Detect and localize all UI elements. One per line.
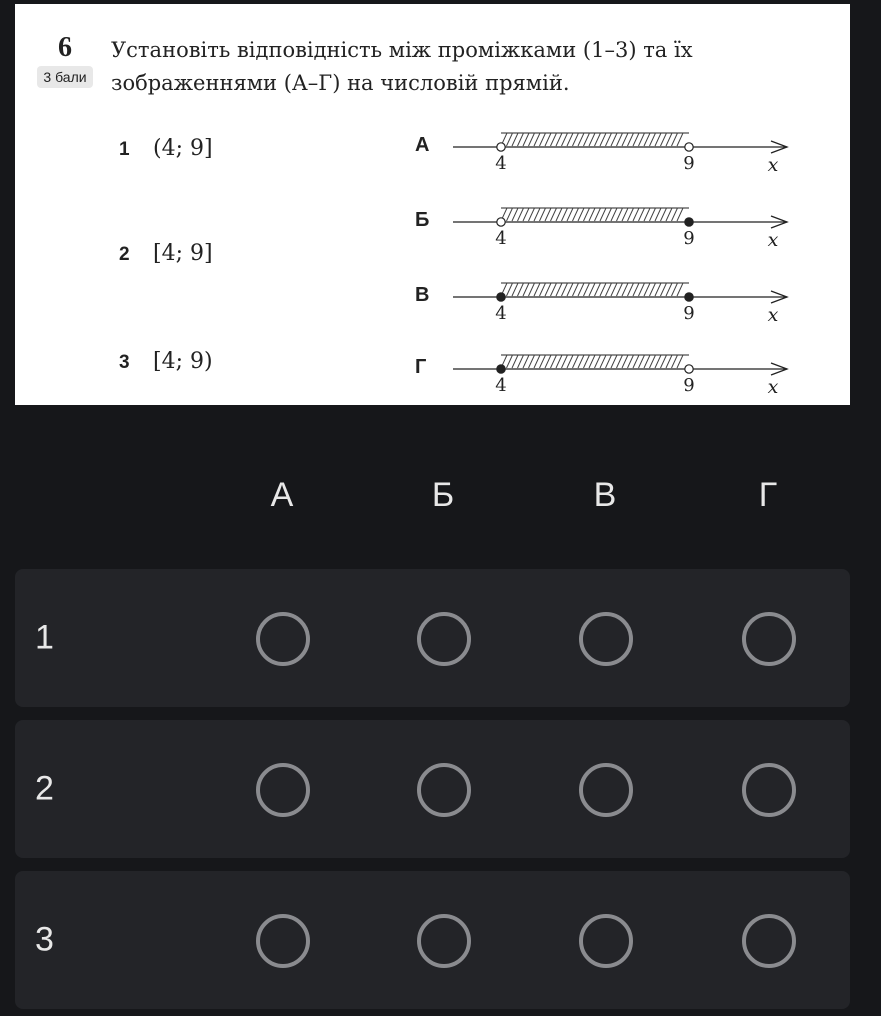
closed-endpoint: [497, 365, 505, 373]
hatch-stroke: [567, 355, 573, 368]
radio-2-b[interactable]: [417, 763, 471, 817]
hatch-stroke: [639, 133, 645, 146]
hatch-stroke: [661, 208, 667, 221]
hatch-stroke: [639, 283, 645, 296]
hatch-stroke: [617, 208, 623, 221]
hatch-stroke: [611, 283, 617, 296]
interval-item: [119, 241, 213, 266]
hatch-stroke: [567, 283, 573, 296]
answer-row-1: [15, 569, 850, 707]
hatch-stroke: [672, 208, 678, 221]
closed-endpoint: [497, 293, 505, 301]
hatch-stroke: [644, 208, 650, 221]
hatch-stroke: [617, 355, 623, 368]
hatch-stroke: [589, 355, 595, 368]
interval-item-value: [4; 9]: [153, 241, 213, 266]
hatch-stroke: [661, 133, 667, 146]
interval-item-value: (4; 9]: [153, 136, 213, 161]
hatch-stroke: [600, 133, 606, 146]
radio-3-g[interactable]: [742, 914, 796, 968]
hatch-stroke: [540, 355, 546, 368]
hatch-stroke: [567, 208, 573, 221]
option-letter: В: [415, 284, 430, 306]
hatch-stroke: [578, 355, 584, 368]
hatch-stroke: [644, 355, 650, 368]
hatch-stroke: [512, 208, 518, 221]
tick-label-right: 9: [683, 228, 695, 249]
hatch-stroke: [628, 283, 634, 296]
radio-2-v[interactable]: [579, 763, 633, 817]
hatch-stroke: [507, 133, 513, 146]
option-letter: А: [415, 134, 430, 156]
hatch-stroke: [661, 283, 667, 296]
open-endpoint: [497, 143, 505, 151]
interval-item: [119, 136, 213, 161]
axis-variable-label: x: [767, 154, 779, 176]
hatch-stroke: [611, 355, 617, 368]
hatch-stroke: [628, 133, 634, 146]
hatch-stroke: [534, 355, 540, 368]
interval-item: [119, 349, 213, 374]
hatch-stroke: [644, 283, 650, 296]
hatch-stroke: [529, 133, 535, 146]
hatch-stroke: [556, 283, 562, 296]
hatch-stroke: [573, 208, 579, 221]
hatch-stroke: [622, 283, 628, 296]
question-badge: [37, 32, 93, 88]
hatch-stroke: [672, 133, 678, 146]
hatch-stroke: [540, 208, 546, 221]
hatch-stroke: [578, 133, 584, 146]
interval-item-number: 3: [119, 352, 130, 373]
hatch-stroke: [529, 283, 535, 296]
column-header-b: Б: [431, 476, 455, 514]
row-label: 3: [35, 920, 54, 959]
hatch-stroke: [639, 208, 645, 221]
hatch-stroke: [672, 283, 678, 296]
hatch-stroke: [534, 208, 540, 221]
hatch-stroke: [518, 133, 524, 146]
radio-3-v[interactable]: [579, 914, 633, 968]
closed-endpoint: [685, 218, 693, 226]
hatch-stroke: [584, 283, 590, 296]
interval-item-number: 2: [119, 244, 130, 265]
radio-1-g[interactable]: [742, 612, 796, 666]
hatch-stroke: [518, 355, 524, 368]
hatch-stroke: [529, 208, 535, 221]
hatch-band: [501, 355, 689, 368]
column-header-g: Г: [758, 476, 778, 514]
answer-row-3: [15, 871, 850, 1009]
hatch-stroke: [639, 355, 645, 368]
hatch-stroke: [666, 208, 672, 221]
hatch-stroke: [567, 133, 573, 146]
closed-endpoint: [685, 293, 693, 301]
hatch-stroke: [573, 133, 579, 146]
interval-item-value: [4; 9): [153, 349, 213, 374]
hatch-stroke: [507, 355, 513, 368]
hatch-stroke: [595, 283, 601, 296]
hatch-stroke: [666, 283, 672, 296]
hatch-stroke: [512, 355, 518, 368]
hatch-stroke: [595, 208, 601, 221]
hatch-stroke: [606, 133, 612, 146]
radio-2-g[interactable]: [742, 763, 796, 817]
hatch-stroke: [655, 283, 661, 296]
hatch-stroke: [666, 133, 672, 146]
hatch-stroke: [556, 133, 562, 146]
hatch-stroke: [617, 283, 623, 296]
tick-label-right: 9: [683, 153, 695, 174]
hatch-stroke: [584, 208, 590, 221]
hatch-stroke: [540, 133, 546, 146]
radio-1-b[interactable]: [417, 612, 471, 666]
hatch-stroke: [661, 355, 667, 368]
hatch-stroke: [600, 355, 606, 368]
column-header-v: В: [593, 476, 617, 514]
hatch-stroke: [540, 283, 546, 296]
hatch-stroke: [507, 208, 513, 221]
radio-1-v[interactable]: [579, 612, 633, 666]
axis-variable-label: x: [767, 304, 779, 326]
hatch-stroke: [589, 133, 595, 146]
hatch-stroke: [556, 355, 562, 368]
hatch-stroke: [622, 208, 628, 221]
hatch-stroke: [617, 133, 623, 146]
hatch-stroke: [562, 208, 568, 221]
hatch-stroke: [589, 283, 595, 296]
radio-3-b[interactable]: [417, 914, 471, 968]
hatch-stroke: [666, 355, 672, 368]
hatch-stroke: [606, 283, 612, 296]
hatch-stroke: [650, 208, 656, 221]
hatch-stroke: [595, 133, 601, 146]
hatch-stroke: [650, 133, 656, 146]
hatch-stroke: [622, 133, 628, 146]
hatch-stroke: [529, 355, 535, 368]
number-line-g: [453, 347, 793, 398]
axis-variable-label: x: [767, 229, 779, 251]
hatch-band: [501, 208, 689, 221]
hatch-stroke: [518, 208, 524, 221]
hatch-stroke: [523, 133, 529, 146]
hatch-stroke: [650, 283, 656, 296]
hatch-stroke: [562, 133, 568, 146]
hatch-stroke: [562, 283, 568, 296]
interval-item-number: 1: [119, 139, 130, 160]
hatch-stroke: [672, 355, 678, 368]
tick-label-right: 9: [683, 303, 695, 324]
hatch-band: [501, 133, 689, 146]
tick-label-left: 4: [495, 228, 507, 249]
number-line-a: [453, 125, 793, 176]
option-letter: Г: [415, 356, 427, 378]
hatch-stroke: [551, 208, 557, 221]
hatch-stroke: [611, 133, 617, 146]
axis-variable-label: x: [767, 376, 779, 398]
radio-3-a[interactable]: [256, 914, 310, 968]
hatch-stroke: [655, 208, 661, 221]
hatch-stroke: [611, 208, 617, 221]
hatch-stroke: [655, 133, 661, 146]
hatch-stroke: [523, 355, 529, 368]
number-line-v: [453, 275, 793, 326]
hatch-stroke: [633, 208, 639, 221]
hatch-stroke: [534, 133, 540, 146]
hatch-stroke: [677, 355, 683, 368]
open-endpoint: [685, 365, 693, 373]
hatch-stroke: [551, 133, 557, 146]
hatch-stroke: [512, 133, 518, 146]
hatch-stroke: [655, 355, 661, 368]
radio-1-a[interactable]: [256, 612, 310, 666]
hatch-stroke: [644, 133, 650, 146]
hatch-stroke: [523, 208, 529, 221]
hatch-stroke: [573, 283, 579, 296]
hatch-stroke: [545, 283, 551, 296]
hatch-stroke: [628, 208, 634, 221]
hatch-stroke: [600, 283, 606, 296]
hatch-stroke: [518, 283, 524, 296]
open-endpoint: [497, 218, 505, 226]
hatch-stroke: [650, 355, 656, 368]
hatch-stroke: [622, 355, 628, 368]
question-card: [15, 4, 850, 405]
hatch-stroke: [512, 283, 518, 296]
hatch-stroke: [584, 133, 590, 146]
hatch-stroke: [633, 283, 639, 296]
hatch-stroke: [633, 133, 639, 146]
option-letter: Б: [415, 209, 430, 231]
hatch-stroke: [545, 355, 551, 368]
hatch-stroke: [507, 283, 513, 296]
column-header-a: А: [270, 476, 294, 514]
hatch-stroke: [606, 208, 612, 221]
tick-label-left: 4: [495, 375, 507, 396]
hatch-stroke: [589, 208, 595, 221]
hatch-stroke: [578, 208, 584, 221]
row-label: 2: [35, 769, 54, 808]
hatch-stroke: [628, 355, 634, 368]
hatch-stroke: [600, 208, 606, 221]
tick-label-right: 9: [683, 375, 695, 396]
open-endpoint: [685, 143, 693, 151]
hatch-stroke: [677, 283, 683, 296]
question-text: Установіть відповідність між проміжками (1–3) та їх зображеннями (А–Г) на числовій прямій.: [111, 38, 693, 95]
radio-2-a[interactable]: [256, 763, 310, 817]
hatch-band: [501, 283, 689, 296]
hatch-stroke: [595, 355, 601, 368]
hatch-stroke: [584, 355, 590, 368]
question-number: 6: [58, 32, 72, 63]
hatch-stroke: [545, 133, 551, 146]
hatch-stroke: [545, 208, 551, 221]
hatch-stroke: [562, 355, 568, 368]
tick-label-left: 4: [495, 153, 507, 174]
hatch-stroke: [523, 283, 529, 296]
hatch-stroke: [573, 355, 579, 368]
tick-label-left: 4: [495, 303, 507, 324]
row-label: 1: [35, 618, 54, 657]
question-points: 3 бали: [37, 66, 93, 88]
hatch-stroke: [633, 355, 639, 368]
hatch-stroke: [677, 208, 683, 221]
number-line-b: [453, 200, 793, 251]
hatch-stroke: [556, 208, 562, 221]
hatch-stroke: [578, 283, 584, 296]
hatch-stroke: [551, 355, 557, 368]
hatch-stroke: [534, 283, 540, 296]
hatch-stroke: [606, 355, 612, 368]
hatch-stroke: [551, 283, 557, 296]
answer-row-2: [15, 720, 850, 858]
hatch-stroke: [677, 133, 683, 146]
